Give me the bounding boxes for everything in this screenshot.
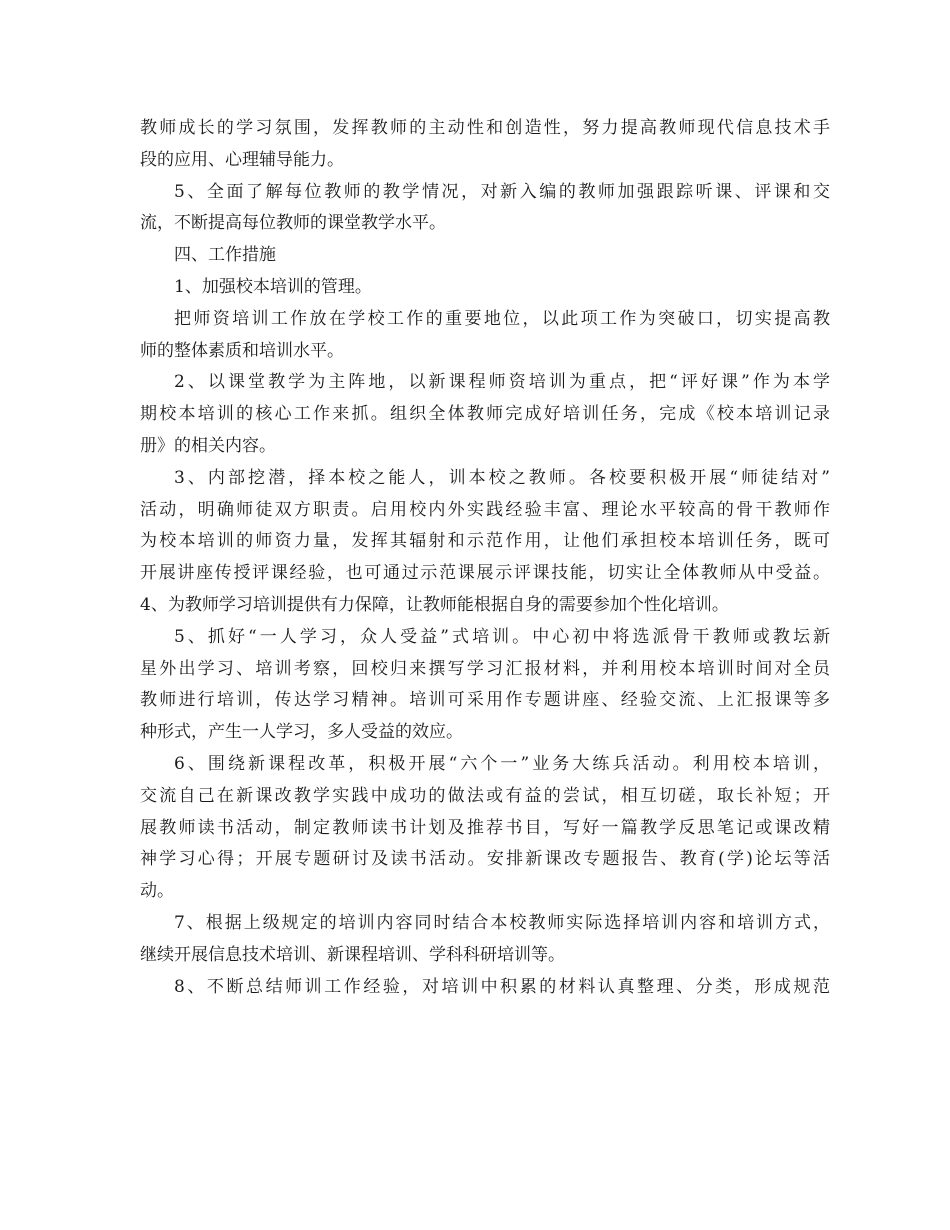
text-line: 交流自己在新课改教学实践中成功的做法或有益的尝试，相互切磋，取长补短；开 xyxy=(140,785,830,806)
text-line: 师的整体素质和培训水平。 xyxy=(140,340,344,361)
text-line: 2、以课堂教学为主阵地，以新课程师资培训为重点，把“评好课”作为本学 xyxy=(174,372,830,393)
text-line: 星外出学习、培训考察，回校归来撰写学习汇报材料，并利用校本培训时间对全员 xyxy=(140,658,830,679)
document-body xyxy=(140,113,830,1003)
text-line: 1、加强校本培训的管理。 xyxy=(174,276,372,297)
text-line: 活动，明确师徒双方职责。启用校内外实践经验丰富、理论水平较高的骨干教师作 xyxy=(140,499,830,520)
text-line: 5、全面了解每位教师的教学情况，对新入编的教师加强跟踪听课、评课和交 xyxy=(174,181,830,202)
text-line: 8、不断总结师训工作经验，对培训中积累的材料认真整理、分类，形成规范 xyxy=(174,976,830,997)
text-line: 3、内部挖潜，择本校之能人，训本校之教师。各校要积极开展“师徒结对” xyxy=(174,467,830,488)
text-line: 教师进行培训，传达学习精神。培训可采用作专题讲座、经验交流、上汇报课等多 xyxy=(140,690,830,711)
text-line: 流，不断提高每位教师的课堂教学水平。 xyxy=(140,213,446,234)
text-line: 5、抓好“一人学习，众人受益”式培训。中心初中将选派骨干教师或教坛新 xyxy=(174,626,830,647)
text-line: 为校本培训的师资力量，发挥其辐射和示范作用，让他们承担校本培训任务，既可 xyxy=(140,531,830,552)
text-line: 神学习心得；开展专题研讨及读书活动。安排新课改专题报告、教育(学)论坛等活 xyxy=(140,849,830,870)
text-line: 段的应用、心理辅导能力。 xyxy=(140,149,344,170)
text-line: 7、根据上级规定的培训内容同时结合本校教师实际选择培训内容和培训方式， xyxy=(174,912,830,933)
text-line: 册》的相关内容。 xyxy=(140,435,276,456)
text-line: 动。 xyxy=(140,881,174,902)
text-line: 展教师读书活动，制定教师读书计划及推荐书目，写好一篇教学反思笔记或课改精 xyxy=(140,817,830,838)
text-line: 教师成长的学习氛围，发挥教师的主动性和创造性，努力提高教师现代信息技术手 xyxy=(140,118,830,138)
text-line: 期校本培训的核心工作来抓。组织全体教师完成好培训任务，完成《校本培训记录 xyxy=(140,404,830,425)
text-line: 开展讲座传授评课经验，也可通过示范课展示评课技能，切实让全体教师从中受益。 xyxy=(140,563,830,584)
section-heading: 四、工作措施 xyxy=(174,245,276,266)
text-line: 6、围绕新课程改革，积极开展“六个一”业务大练兵活动。利用校本培训， xyxy=(174,753,830,774)
text-line: 把师资培训工作放在学校工作的重要地位，以此项工作为突破口，切实提高教 xyxy=(174,308,830,329)
text-line: 4、为教师学习培训提供有力保障，让教师能根据自身的需要参加个性化培训。 xyxy=(140,594,729,615)
text-line: 种形式，产生一人学习，多人受益的效应。 xyxy=(140,722,463,743)
text-line: 继续开展信息技术培训、新课程培训、学科科研培训等。 xyxy=(140,944,565,965)
